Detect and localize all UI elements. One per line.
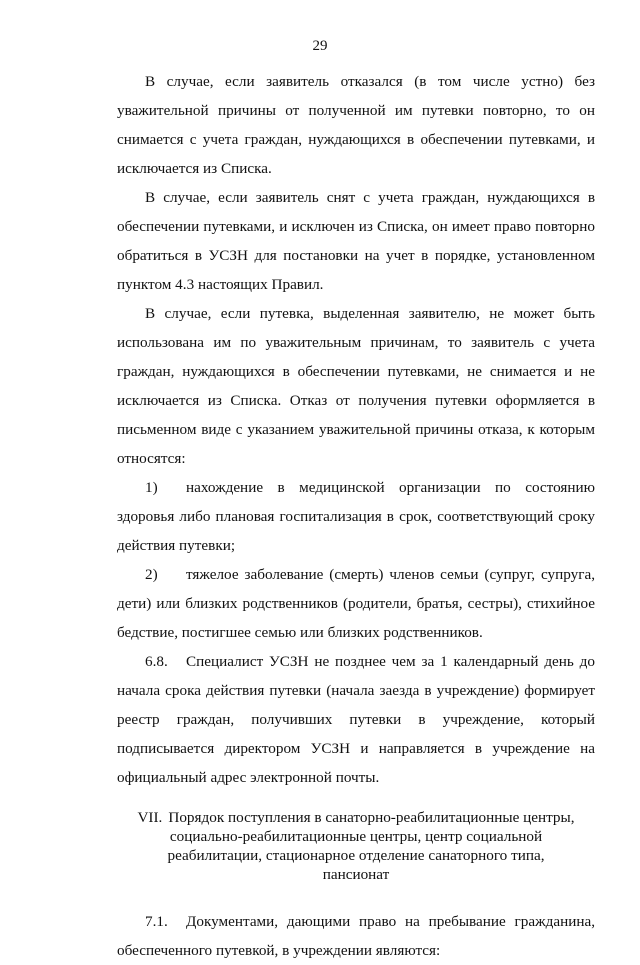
paragraph-refusal-repeat: В случае, если заявитель отказался (в том числе устно) без уважительной причины от полученной им путевки повторно, то он снимается с учета граждан, нуждающихся в обеспечении путевками, и исключается из Списка. (117, 73, 595, 177)
section-title: Порядок поступления в санаторно-реабилитационные центры, социально-реабилитационные центры, центр социальной реабилитации, стационарное отделение санаторного типа, пансионат (167, 809, 575, 883)
paragraph-valid-reasons: В случае, если путевка, выделенная заявителю, не может быть использована им по уважительным причинам, то заявитель с учета граждан, нуждающихся в обеспечении путевками, не снимается и не исключается из Списка. Отказ от получения путевки оформляется в письменном виде с указанием уважительной причины отказа, к которым относятся: (117, 305, 595, 467)
section-heading (117, 808, 595, 884)
list-item-text: нахождение в медицинской организации по состоянию здоровья либо плановая госпитализация в срок, соответствующий сроку действия путевки; (117, 479, 595, 554)
clause-7-1 (117, 907, 595, 965)
clause-number: 7.1. (145, 913, 168, 930)
list-item-number: 2) (145, 566, 158, 583)
list-item-reason-2 (117, 560, 595, 647)
clause-text: Специалист УСЗН не позднее чем за 1 календарный день до начала срока действия путевки (начала заезда в учреждение) формирует реестр граждан, получивших путевки в учреждение, который подписывается директором УСЗН и направляется в учреждение на официальный адрес электронной почты. (117, 653, 595, 786)
paragraph-reregistration: В случае, если заявитель снят с учета граждан, нуждающихся в обеспечении путевками, и исключен из Списка, он имеет право повторно обратиться в УСЗН для постановки на учет в порядке, установленном пунктом 4.3 настоящих Правил. (117, 189, 595, 293)
list-item-text: тяжелое заболевание (смерть) членов семьи (супруг, супруга, дети) или близких родственников (родители, братья, сестры), стихийное бедствие, постигшее семью или близких родственников. (117, 566, 595, 641)
clause-number: 6.8. (145, 653, 168, 670)
list-item-number: 1) (145, 479, 158, 496)
section-number: VII. (137, 809, 163, 826)
document-body (117, 67, 595, 965)
clause-text: Документами, дающими право на пребывание гражданина, обеспеченного путевкой, в учреждении являются: (117, 913, 595, 959)
clause-6-8 (117, 647, 595, 792)
list-item-reason-1 (117, 473, 595, 560)
page-number: 29 (312, 38, 328, 54)
